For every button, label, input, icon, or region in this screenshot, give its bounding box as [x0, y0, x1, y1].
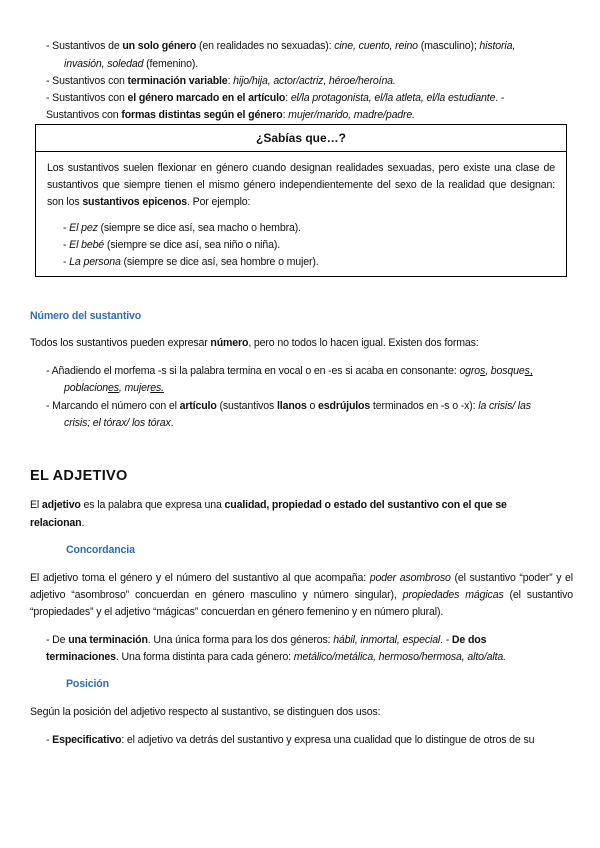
genero-item-1: - Sustantivos de un solo género (en realidades no sexuadas): cine, cuento, reino (masculino); historia, [46, 40, 516, 52]
genero-item-2: - Sustantivos con terminación variable: hijo/hija, actor/actriz, héroe/heroína. [46, 75, 396, 87]
sabias-que-title: ¿Sabías que…? [36, 125, 566, 152]
terminaciones-line-1: - De una terminación. Una única forma para los dos géneros: hábil, inmortal, especial. - De dos [46, 634, 487, 646]
genero-item-3: - Sustantivos con el género marcado en el artículo: el/la protagonista, el/la atleta, el/la estudiante. - [46, 92, 505, 104]
sabias-que-box [35, 124, 567, 277]
numero-bullet-1: - Añadiendo el morfema -s si la palabra termina en vocal o en -es si acaba en consonante: ogros, bosques, [46, 365, 533, 377]
adjetivo-definition-cont: relacionan. [30, 517, 85, 529]
adjetivo-heading: EL ADJETIVO [30, 468, 128, 484]
numero-intro: Todos los sustantivos pueden expresar número, pero no todos lo hacen igual. Existen dos formas: [30, 337, 479, 349]
especificativo-item: - Especificativo: el adjetivo va detrás del sustantivo y expresa una cualidad que lo distingue de otros de su [46, 734, 535, 746]
terminaciones-line-2: terminaciones. Una forma distinta para cada género: metálico/metálica, hermoso/hermosa, alto/alta. [46, 651, 506, 663]
sabias-example-2: - El bebé (siempre se dice así, sea niño o niña). [63, 239, 281, 251]
genero-item-4: Sustantivos con formas distintas según el género: mujer/marido, madre/padre. [46, 109, 415, 121]
concordancia-paragraph: El adjetivo toma el género y el número del sustantivo al que acompaña: poder asombroso (el sustantivo “poder” y el adjetivo “asombroso” concuerdan en género masculino y número singular), propiedades mágicas (el sustantivo “propiedades” y el adjetivo “mágicas” concuerdan en género femenino y en número plural). [30, 572, 574, 618]
sabias-example-1: - El pez (siempre se dice así, sea macho o hembra). [63, 222, 301, 234]
concordancia-heading: Concordancia [66, 544, 135, 556]
numero-heading: Número del sustantivo [30, 310, 142, 322]
numero-bullet-2: - Marcando el número con el artículo (sustantivos llanos o esdrújulos terminados en -s o -x): la crisis/ las [46, 400, 531, 412]
numero-bullet-1-cont: poblaciones, mujeres. [64, 382, 164, 394]
numero-bullet-2-cont: crisis; el tórax/ los tórax. [64, 417, 174, 429]
sabias-example-3: - La persona (siempre se dice así, sea hombre o mujer). [63, 256, 319, 268]
posicion-heading: Posición [66, 678, 109, 690]
sabias-que-paragraph: Los sustantivos suelen flexionar en género cuando designan realidades sexuadas, pero existe una clase de sustantivos que siempre tienen el mismo género independientemente del sexo de la realidad que designan: son los sustantivos epicenos. Por ejemplo: [47, 162, 555, 208]
genero-item-1-cont: invasión, soledad (femenino). [64, 58, 199, 70]
posicion-intro: Según la posición del adjetivo respecto al sustantivo, se distinguen dos usos: [30, 706, 381, 718]
adjetivo-definition: El adjetivo es la palabra que expresa una cualidad, propiedad o estado del sustantivo con el que se [30, 499, 507, 511]
